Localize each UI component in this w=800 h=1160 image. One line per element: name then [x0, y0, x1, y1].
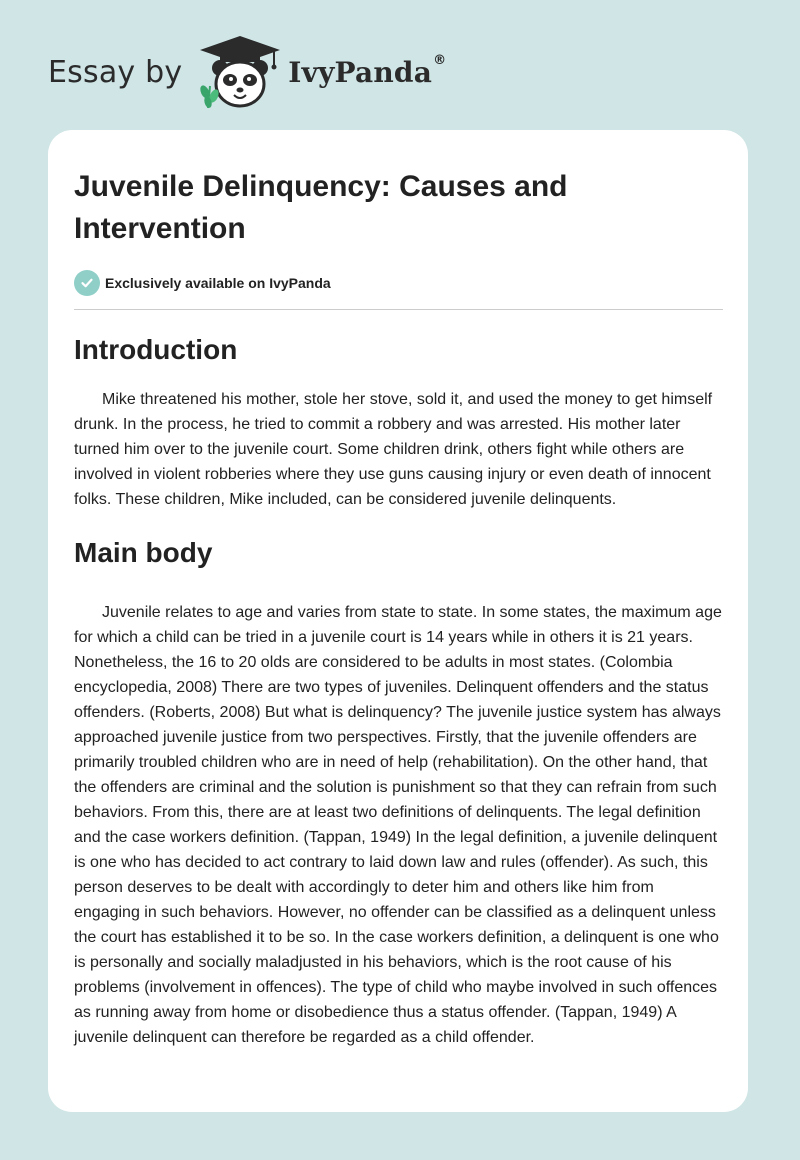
registered-mark: ®: [433, 52, 447, 68]
panda-graduate-mascot-icon: [196, 34, 284, 110]
section-paragraph-introduction: Mike threatened his mother, stole her stove, sold it, and used the money to get himself drunk. In the process, he tried to commit a robbery and was arrested. His mother later turned him over to the juvenile court. Some children drink, others fight while others are involved in violent robberies where they use guns causing injury or even death of innocent folks. These children, Mike included, can be considered juvenile delinquents.: [74, 391, 713, 508]
essay-card: [48, 130, 748, 1112]
checkmark-icon: [74, 270, 100, 296]
essay-content: [74, 166, 723, 1050]
brand-prefix: Essay by: [48, 54, 183, 90]
section-heading-introduction: Introduction: [74, 334, 238, 365]
section-paragraph-main-body: Juvenile relates to age and varies from state to state. In some states, the maximum age for which a child can be tried in a juvenile court is 14 years while in others it is 21 years. Nonetheless, the 16 to 20 olds are considered to be adults in most states. (Colombia encyclopedia, 2008) There are two types of juveniles. Delinquent offenders and the status offenders. (Roberts, 2008) But what is delinquency? The juvenile justice system has always approached juvenile justice from two perspectives. Firstly, that the juvenile offenders are primarily troubled children who are in need of help (rehabilitation). On the other hand, that the offenders are criminal and the solution is punishment so that they can refrain from such behaviors. From this, there are at least two definitions of delinquents. The legal definition and the case workers definition. (Tappan, 1949) In the legal definition, a juvenile delinquent is one who has decided to act contrary to laid down law and rules (offender). As such, this person deserves to be dealt with accordingly to deter him and others like him from engaging in such behaviors. However, no offender can be classified as a delinquent unless the court has established it to be so. In the case workers definition, a delinquent is one who is personally and socially maladjusted in his behaviors, which is the root cause of his problems (involvement in offences). The type of child who maybe involved in such offences as running away from home or disobedience thus a status offender. (Tappan, 1949) A juvenile delinquent can therefore be regarded as a child offender.: [74, 604, 722, 1046]
essay-title: Juvenile Delinquency: Causes and Intervention: [74, 170, 568, 245]
exclusive-badge: [74, 270, 723, 296]
section-heading-main-body: Main body: [74, 537, 213, 568]
brand-name: IvyPanda: [288, 55, 433, 89]
site-header-brand[interactable]: [48, 34, 446, 110]
divider: [74, 309, 723, 310]
exclusive-badge-text: Exclusively available on IvyPanda: [105, 275, 331, 291]
